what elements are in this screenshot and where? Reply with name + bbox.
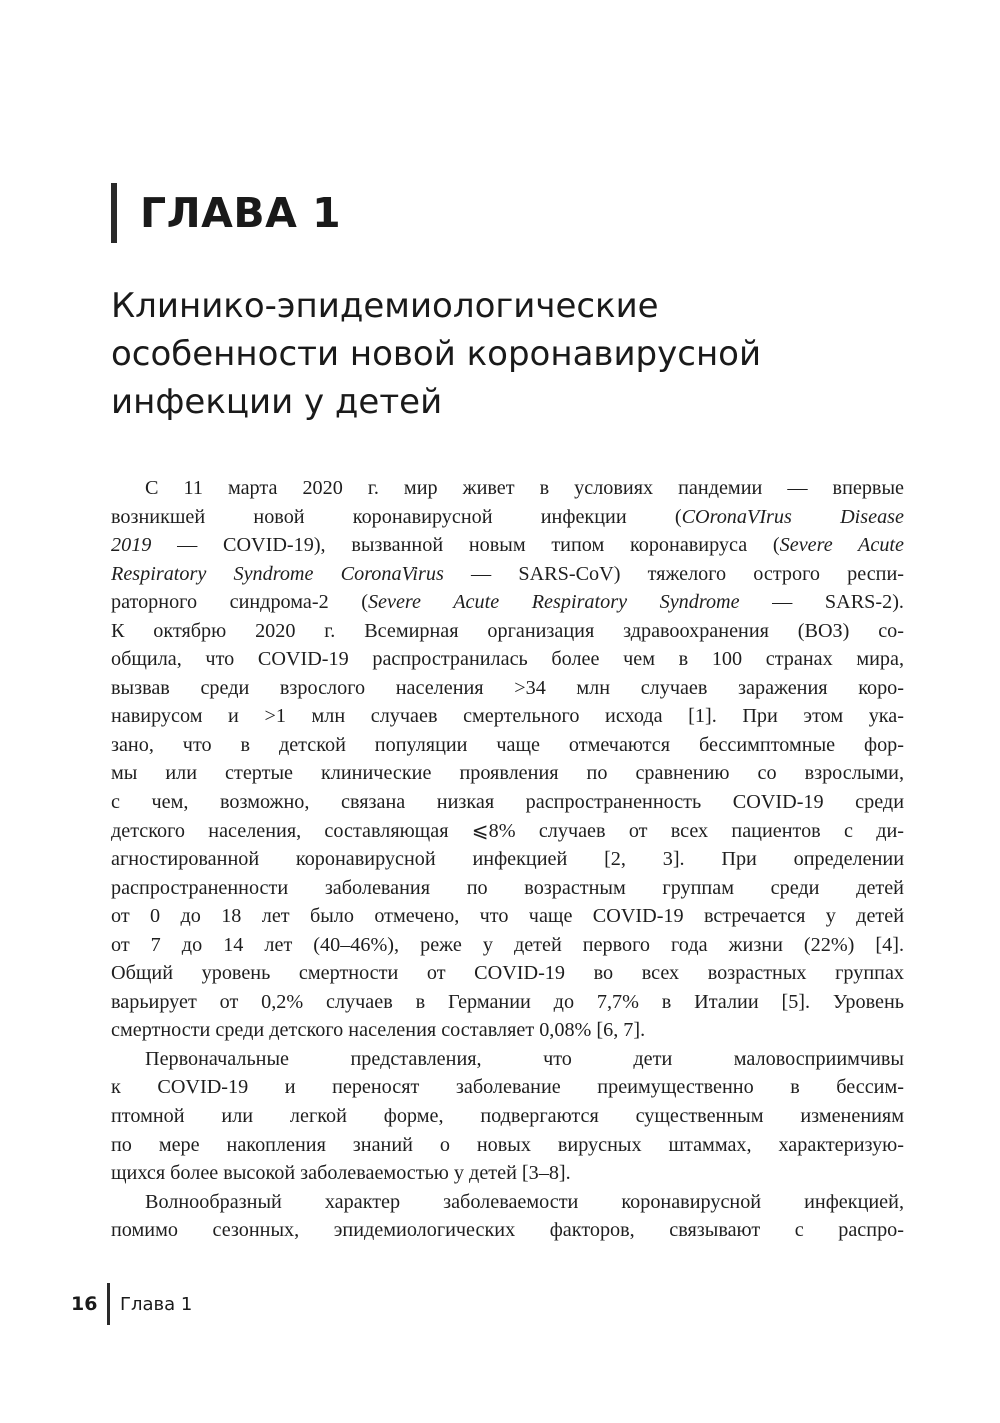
text-line: щихся более высокой заболеваемостью у детей [3–8].	[111, 1162, 571, 1185]
text-line: зано, что в детской популяции чаще отмечаются бессимптомные фор-	[111, 733, 904, 756]
subtitle-line: инфекции у детей	[111, 382, 443, 422]
text-line: с чем, возможно, связана низкая распространенность COVID-19 среди	[111, 791, 904, 814]
body-text	[111, 474, 904, 1245]
text-line: помимо сезонных, эпидемиологических факторов, связывают с распро-	[111, 1219, 904, 1242]
running-head: Глава 1	[120, 1293, 193, 1315]
text-line: общила, что COVID-19 распространилась более чем в 100 странах мира,	[111, 648, 904, 671]
text-line: Respiratory Syndrome CoronaVirus — SARS-CoV) тяжелого острого респи-	[111, 562, 904, 585]
chapter-marker-bar	[111, 183, 117, 243]
chapter-heading	[111, 183, 341, 243]
text-line: Волнообразный характер заболеваемости коронавирусной инфекцией,	[145, 1190, 904, 1213]
text-line: по мере накопления знаний о новых вирусных штаммах, характеризую-	[111, 1133, 904, 1156]
text-line: варьирует от 0,2% случаев в Германии до 7,7% в Италии [5]. Уровень	[111, 990, 904, 1013]
italic-term: 2019	[111, 534, 152, 557]
text-line: вызвав среди взрослого населения >34 млн случаев заражения коро-	[111, 676, 904, 699]
text-line: возникшей новой коронавирусной инфекции (COronaVIrus Disease	[111, 505, 904, 528]
text-line: навирусом и >1 млн случаев смертельного исхода [1]. При этом ука-	[111, 705, 904, 728]
text-line: раторного синдрома-2 (Severe Acute Respiratory Syndrome — SARS-2).	[111, 591, 904, 614]
text-line: С 11 марта 2020 г. мир живет в условиях пандемии — впервые	[145, 477, 904, 499]
chapter-title: ГЛАВА 1	[140, 189, 342, 237]
text-line: 2019 — COVID-19), вызванной новым типом коронавируса (Severe Acute	[111, 534, 904, 557]
text-line: К октябрю 2020 г. Всемирная организация здравоохранения (ВОЗ) со-	[111, 619, 904, 642]
text-line: детского населения, составляющая ⩽8% случаев от всех пациентов с ди-	[111, 819, 904, 842]
text-line: птомной или легкой форме, подвергаются существенным изменениям	[111, 1105, 904, 1128]
text-line: Общий уровень смертности от COVID-19 во всех возрастных группах	[111, 962, 904, 985]
subtitle-line: особенности новой коронавирусной	[111, 334, 762, 374]
page-footer	[71, 1283, 192, 1325]
text-line: к COVID-19 и переносят заболевание преимущественно в бессим-	[111, 1076, 904, 1099]
subtitle-line: Клинико-эпидемиологические	[111, 286, 659, 326]
text-line: агностированной коронавирусной инфекцией [2, 3]. При определении	[111, 848, 904, 871]
footer-divider	[107, 1283, 110, 1325]
page-number: 16	[71, 1293, 98, 1315]
italic-term: Severe Acute	[779, 534, 904, 557]
text-line: мы или стертые клинические проявления по сравнению со взрослыми,	[111, 762, 904, 785]
text-line: от 0 до 18 лет было отмечено, что чаще COVID-19 встречается у детей	[111, 905, 904, 928]
italic-term: Severe Acute Respiratory Syndrome	[367, 591, 740, 614]
text-line: распространенности заболевания по возрастным группам среди детей	[111, 876, 904, 899]
italic-term: COronaVIrus Disease	[681, 505, 904, 528]
chapter-subtitle	[111, 282, 911, 426]
italic-term: Respiratory Syndrome CoronaVirus	[111, 562, 444, 585]
text-line: Первоначальные представления, что дети маловосприимчивы	[145, 1047, 904, 1070]
text-line: от 7 до 14 лет (40–46%), реже у детей первого года жизни (22%) [4].	[111, 933, 904, 956]
text-line: смертности среди детского населения составляет 0,08% [6, 7].	[111, 1019, 646, 1042]
